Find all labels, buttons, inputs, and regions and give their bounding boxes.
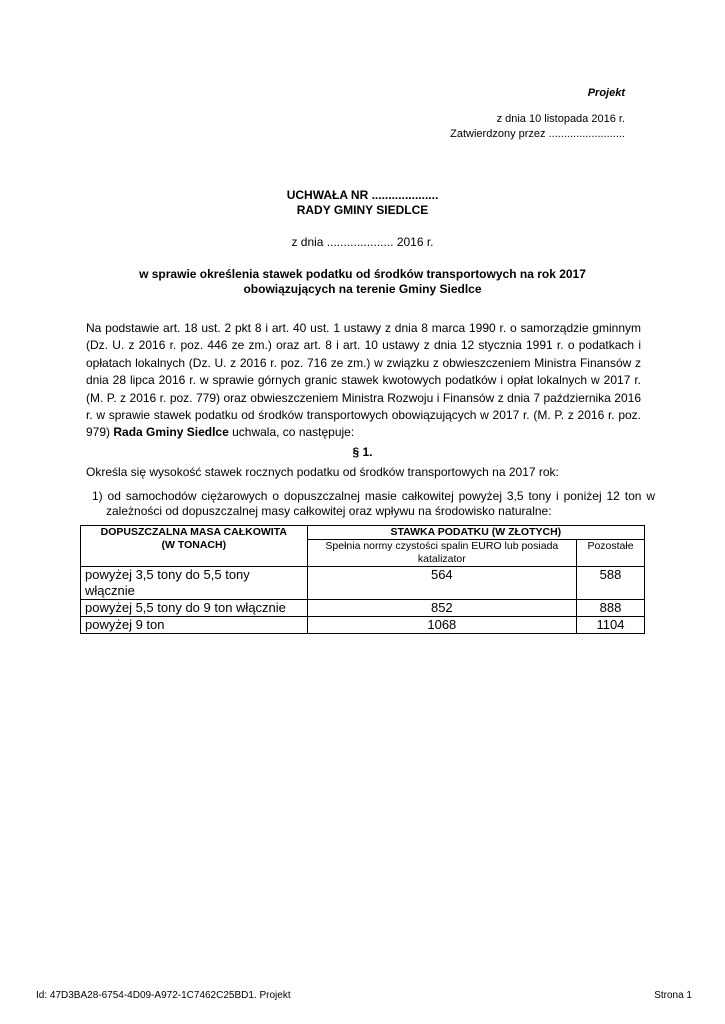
- subject-line-1: w sprawie określenia stawek podatku od środków transportowych na rok 2017: [139, 267, 586, 281]
- footer-document-id: Id: 47D3BA28-6754-4D09-A972-1C7462C25BD1. Projekt: [36, 990, 291, 1001]
- preamble-council: Rada Gminy Siedlce: [113, 425, 229, 440]
- row-euro-rate: 1068: [307, 617, 576, 634]
- col-mass-header-line2: (W TONACH): [161, 539, 227, 551]
- resolution-number: UCHWAŁA NR ....................: [286, 188, 439, 202]
- row-mass: powyżej 9 ton: [81, 617, 308, 634]
- subcol-other-header: Pozostałe: [577, 540, 645, 567]
- row-other-rate: 588: [577, 567, 645, 600]
- projekt-label: Projekt: [587, 87, 625, 99]
- footer-page-number: Strona 1: [654, 990, 692, 1001]
- row-mass: powyżej 3,5 tony do 5,5 tony włącznie: [81, 567, 308, 600]
- tax-rate-table: [80, 525, 645, 634]
- row-euro-rate: 852: [307, 600, 576, 617]
- resolution-date: z dnia .................... 2016 r.: [291, 235, 434, 249]
- col-rate-header: STAWKA PODATKU (W ZŁOTYCH): [307, 526, 644, 540]
- list-item-1: 1) od samochodów ciężarowych o dopuszczalnej masie całkowitej powyżej 3,5 tony i poniżej 12 ton w zależności od dopuszczalnej masy całkowitej oraz wpływu na środowisko naturalne:: [92, 489, 655, 518]
- section-intro: Określa się wysokość stawek rocznych podatku od środków transportowych na 2017 rok:: [86, 465, 559, 479]
- col-mass-header: [81, 526, 308, 567]
- subcol-euro-header: Spełnia normy czystości spalin EURO lub posiada katalizator: [307, 540, 576, 567]
- table-row: [81, 567, 645, 600]
- row-other-rate: 888: [577, 600, 645, 617]
- approved-by: Zatwierdzony przez .........................: [450, 128, 625, 140]
- subject-line-2: obowiązujących na terenie Gminy Siedlce: [243, 282, 482, 296]
- preamble: [86, 320, 641, 442]
- row-euro-rate: 564: [307, 567, 576, 600]
- table-row: [81, 617, 645, 634]
- document-date: z dnia 10 listopada 2016 r.: [496, 113, 625, 125]
- col-mass-header-line1: DOPUSZCZALNA MASA CAŁKOWITA: [100, 526, 287, 538]
- table-row: [81, 600, 645, 617]
- row-mass: powyżej 5,5 tony do 9 ton włącznie: [81, 600, 308, 617]
- row-other-rate: 1104: [577, 617, 645, 634]
- section-sign: § 1.: [352, 445, 373, 459]
- preamble-main: Na podstawie art. 18 ust. 2 pkt 8 i art. 40 ust. 1 ustawy z dnia 8 marca 1990 r. o samorządzie gminnym (Dz. U. z 2016 r. poz. 446 ze zm.) oraz art. 8 i art. 10 ustawy z dnia 12 stycznia 1991 r. o podatkach i opłatach lokalnych (Dz. U. z 2016 r. poz. 716 ze zm.) w związku z obwieszczeniem Ministra Finansów z dnia 28 lipca 2016 r. w sprawie górnych granic stawek kwotowych podatków i opłat lokalnych w 2017 r. (M. P. z 2016 r. poz. 779) oraz obwieszczeniem Ministra Rozwoju i Finansów z dnia 7 października 2016 r. w sprawie stawek podatku od środków transportowych obowiązujących w 2017 r. (M. P. z 2016 r. poz. 979): [86, 321, 641, 440]
- council-name: RADY GMINY SIEDLCE: [296, 203, 429, 217]
- preamble-end: uchwala, co następuje:: [232, 425, 355, 440]
